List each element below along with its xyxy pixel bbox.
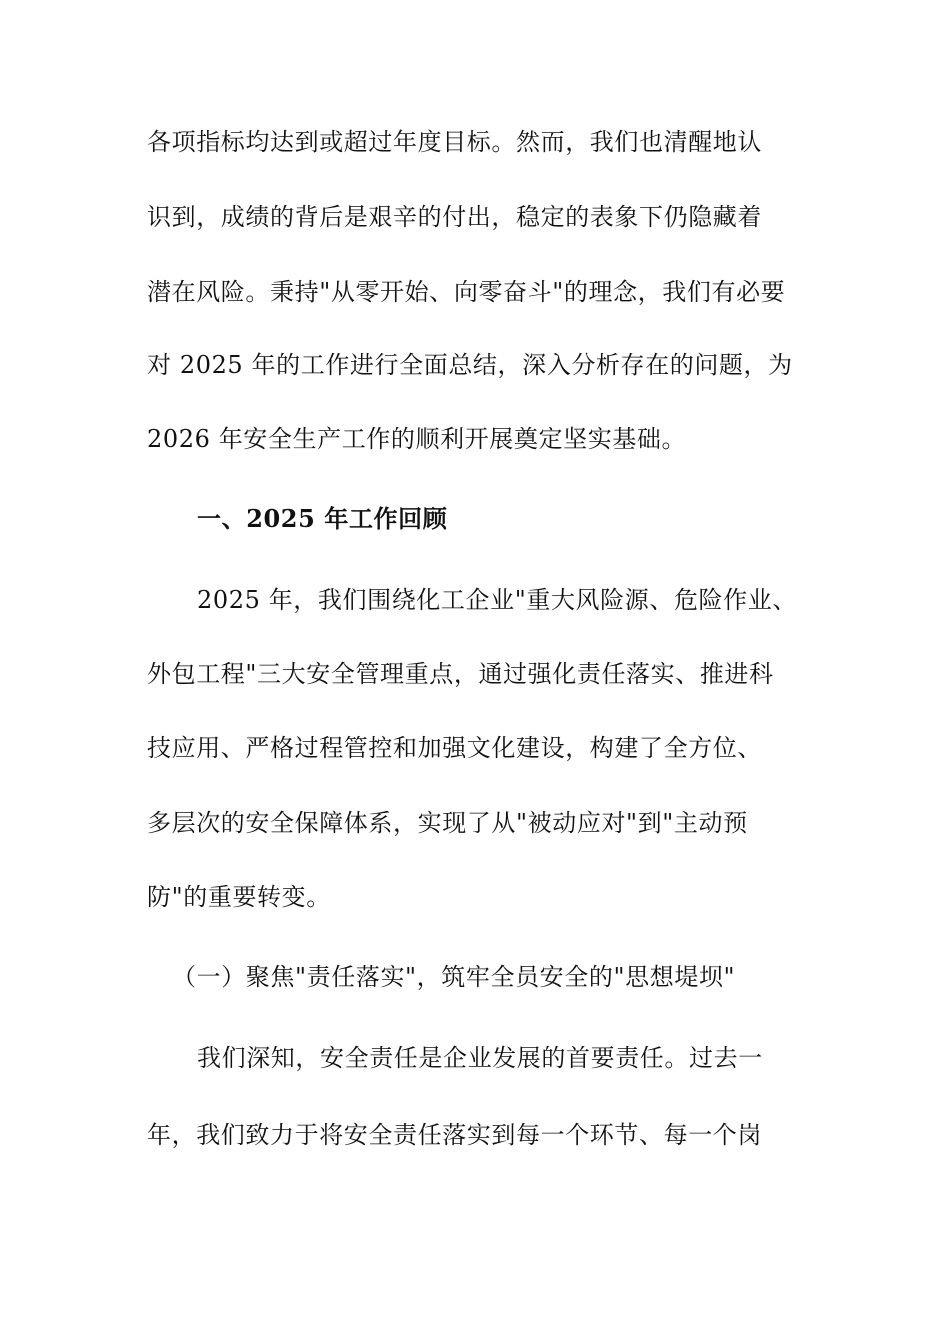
paragraph-line: 年，我们致力于将安全责任落实到每一个环节、每一个岗 bbox=[147, 1121, 762, 1149]
paragraph-line: 多层次的安全保障体系，实现了从"被动应对"到"主动预 bbox=[147, 809, 748, 837]
paragraph-line: 外包工程"三大安全管理重点，通过强化责任落实、推进科 bbox=[147, 660, 774, 688]
section-heading: 一、2025 年工作回顾 bbox=[197, 504, 448, 533]
subsection-heading: （一）聚焦"责任落实"，筑牢全员安全的"思想堤坝" bbox=[172, 963, 736, 991]
paragraph-line: 对 2025 年的工作进行全面总结，深入分析存在的问题，为 bbox=[147, 351, 793, 379]
paragraph-line: 各项指标均达到或超过年度目标。然而，我们也清醒地认 bbox=[147, 128, 762, 156]
paragraph-line: 2026 年安全生产工作的顺利开展奠定坚实基础。 bbox=[147, 425, 687, 453]
paragraph-line: 识到，成绩的背后是艰辛的付出，稳定的表象下仍隐藏着 bbox=[147, 203, 762, 231]
paragraph-line: 潜在风险。秉持"从零开始、向零奋斗"的理念，我们有必要 bbox=[147, 278, 786, 306]
paragraph-line: 2025 年，我们围绕化工企业"重大风险源、危险作业、 bbox=[197, 586, 797, 614]
paragraph-line: 我们深知，安全责任是企业发展的首要责任。过去一 bbox=[197, 1044, 763, 1072]
paragraph-line: 防"的重要转变。 bbox=[147, 883, 331, 911]
paragraph-line: 技应用、严格过程管控和加强文化建设，构建了全方位、 bbox=[147, 734, 762, 762]
